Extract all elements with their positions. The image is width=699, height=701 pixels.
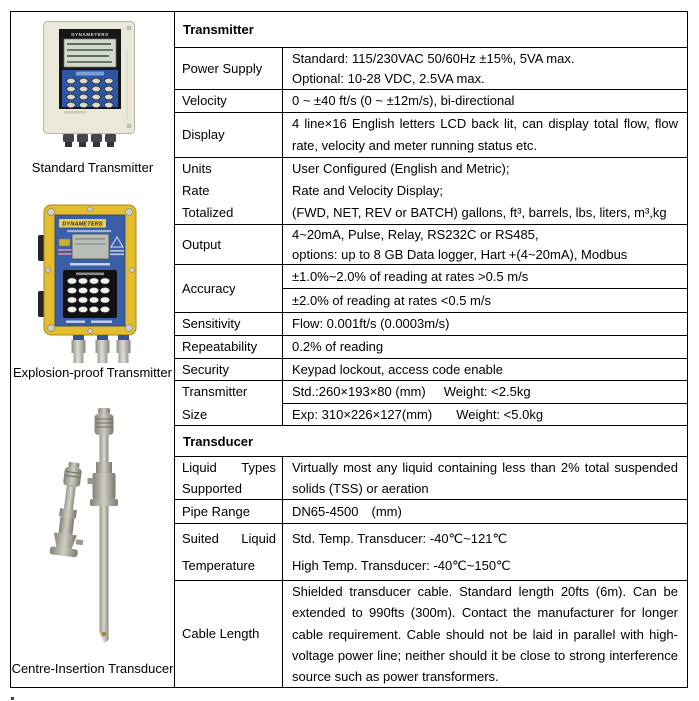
row-value: Flow: 0.001ft/s (0.0003m/s) [292, 316, 450, 331]
centre-insertion-transducer-image [41, 402, 139, 652]
value-line: User Configured (English and Metric); [292, 160, 510, 176]
row-label: Repeatability [175, 336, 283, 358]
pipe-range-value: DN65-4500 [292, 503, 359, 519]
row-label: Pipe Range [175, 500, 283, 523]
value-line: Std. Temp. Transducer: -40℃~121℃ [292, 531, 508, 546]
value-line: Rate and Velocity Display; [292, 182, 444, 198]
short-insertion-probe [49, 461, 92, 558]
row-value: Keypad lockout, access code enable [292, 361, 504, 377]
screw-icon [127, 26, 131, 30]
section-header-text: Transmitter [183, 22, 254, 37]
row-label: Transmitter Size [175, 381, 283, 425]
spec-row-output [175, 225, 687, 265]
screw-icon [127, 124, 131, 128]
standard-transmitter-image [42, 20, 138, 157]
explosion-proof-illustration [36, 197, 142, 365]
transducer-illustration [41, 402, 139, 647]
row-label: Security [175, 359, 283, 380]
brand-label: DYNAMETERS [62, 221, 103, 228]
row-label: Cable Length [175, 581, 283, 687]
spec-row-suited-temperature [175, 524, 687, 581]
size-value: Std.:260×193×80 (mm) [292, 384, 426, 399]
value-subrow: ±1.0%~2.0% of reading at rates >0.5 m/s [283, 265, 687, 289]
row-label: Suited Liquid Temperature [175, 524, 283, 580]
label-line: Units [182, 160, 212, 176]
spec-row-accuracy [175, 265, 687, 313]
value-subrow [283, 404, 687, 425]
spec-row-velocity [175, 90, 687, 113]
row-value [283, 524, 687, 580]
row-value: 4 line×16 English letters LCD back lit, can display total flow, flow rate, velocity and meter running status etc. [292, 115, 678, 153]
row-value: Shielded transducer cable. Standard length 20fts (6m). Can be extended to 990fts (300m). Contact the manufacturer for longer cable requirement. Cable should not be laid in parallel with high-voltage power line; neither should it be close to strong interference source such as power transformers. [292, 584, 678, 685]
brand-label: DYNAMETERS [71, 32, 109, 37]
section-header-text: Transducer [183, 433, 254, 449]
cable-glands [72, 335, 131, 363]
row-value [283, 500, 687, 523]
value-line: options: up to 8 GB Data logger, Hart +(4~20mA), Modbus [292, 246, 628, 262]
row-value: Virtually most any liquid containing less than 2% total suspended solids (TSS) or aeration [292, 459, 678, 496]
row-label: Power Supply [175, 48, 283, 89]
standard-transmitter-illustration [42, 20, 138, 152]
caption-standard-transmitter: Standard Transmitter [31, 160, 154, 175]
row-value: 0.2% of reading [292, 339, 384, 354]
pipe-range-unit: (mm) [371, 503, 402, 519]
row-value: 0 ~ ±40 ft/s (0 ~ ±12m/s), bi-directional [292, 93, 515, 108]
value-line: 4~20mA, Pulse, Relay, RS232C or RS485, [292, 226, 539, 242]
row-value [283, 381, 687, 425]
value-line: High Temp. Transducer: -40℃~150℃ [292, 558, 511, 573]
certification-mark [59, 239, 70, 246]
spec-row-transmitter-size [175, 381, 687, 426]
row-value [283, 265, 687, 312]
value-line: Optional: 10-28 VDC, 2.5VA max. [292, 70, 485, 86]
explosion-proof-transmitter-image [36, 197, 142, 370]
section-header-transducer [175, 426, 687, 457]
size-value: Exp: 310×226×127(mm) [292, 406, 433, 422]
row-value [283, 48, 687, 89]
value-line: (FWD, NET, REV or BATCH) gallons, ft³, barrels, lbs, liters, m³,kg [292, 205, 667, 221]
row-label: Output [175, 225, 283, 264]
spec-row-units-rate-totalized [175, 158, 687, 225]
lcd-display [72, 234, 109, 259]
value-line: Standard: 115/230VAC 50/60Hz ±15%, 5VA max. [292, 50, 575, 66]
row-label: Display [175, 113, 283, 157]
label-line: Rate [182, 182, 210, 198]
spec-row-display [175, 113, 687, 158]
spec-row-liquid-types [175, 457, 687, 500]
row-value [283, 158, 687, 224]
spec-row-sensitivity [175, 313, 687, 336]
spec-row-power-supply [175, 48, 687, 90]
value-subrow: ±2.0% of reading at rates <0.5 m/s [292, 292, 491, 308]
product-images-column [11, 12, 175, 687]
spec-row-repeatability [175, 336, 687, 359]
row-label [175, 158, 283, 224]
row-value [283, 225, 687, 264]
value-subrow [283, 381, 687, 404]
row-label: Velocity [175, 90, 283, 112]
spec-row-security [175, 359, 687, 381]
cable-glands [63, 134, 116, 147]
scan-artifact-dot [11, 697, 14, 700]
spec-table [175, 12, 687, 687]
section-header-transmitter [175, 12, 687, 48]
weight-value: Weight: <5.0kg [456, 406, 544, 422]
spec-row-pipe-range [175, 500, 687, 524]
caption-centre-insertion-transducer: Centre-Insertion Transducer [11, 661, 174, 676]
caption-explosion-proof-transmitter: Explosion-proof Transmitter [13, 365, 172, 380]
weight-value: Weight: <2.5kg [443, 384, 531, 399]
row-label: Sensitivity [175, 313, 283, 335]
long-insertion-probe [88, 408, 119, 643]
row-label: Liquid Types Supported [175, 457, 283, 499]
spec-sheet-frame [10, 11, 688, 688]
spec-row-cable-length [175, 581, 687, 687]
label-line: Totalized [182, 205, 234, 221]
row-label: Accuracy [175, 265, 283, 312]
